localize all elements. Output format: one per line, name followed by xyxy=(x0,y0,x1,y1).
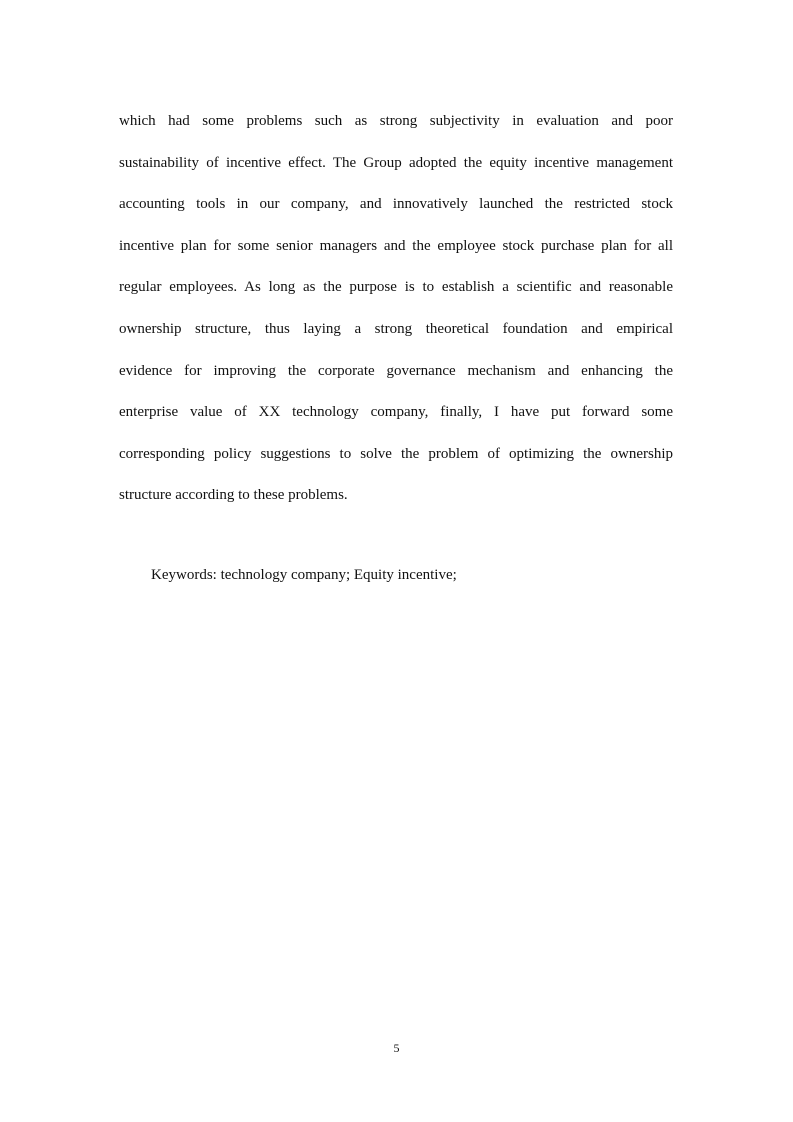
keywords-line: Keywords: technology company; Equity incentive; xyxy=(151,567,457,583)
paragraph-line: ownership structure, thus laying a strong theoretical foundation and empirical xyxy=(119,320,673,337)
abstract-paragraph xyxy=(119,101,673,517)
paragraph-line: sustainability of incentive effect. The Group adopted the equity incentive management xyxy=(119,154,673,171)
paragraph-line: structure according to these problems. xyxy=(119,487,348,504)
paragraph-line: enterprise value of XX technology company, finally, I have put forward some xyxy=(119,404,673,421)
paragraph-line: accounting tools in our company, and innovatively launched the restricted stock xyxy=(119,196,673,213)
page-number: 5 xyxy=(393,1041,400,1055)
paragraph-line: regular employees. As long as the purpose is to establish a scientific and reasonable xyxy=(119,279,673,296)
paragraph-line: corresponding policy suggestions to solve the problem of optimizing the ownership xyxy=(119,445,673,462)
paragraph-line: incentive plan for some senior managers and the employee stock purchase plan for all xyxy=(119,237,673,254)
paragraph-line: evidence for improving the corporate governance mechanism and enhancing the xyxy=(119,362,673,379)
paragraph-line: which had some problems such as strong subjectivity in evaluation and poor xyxy=(119,113,673,129)
